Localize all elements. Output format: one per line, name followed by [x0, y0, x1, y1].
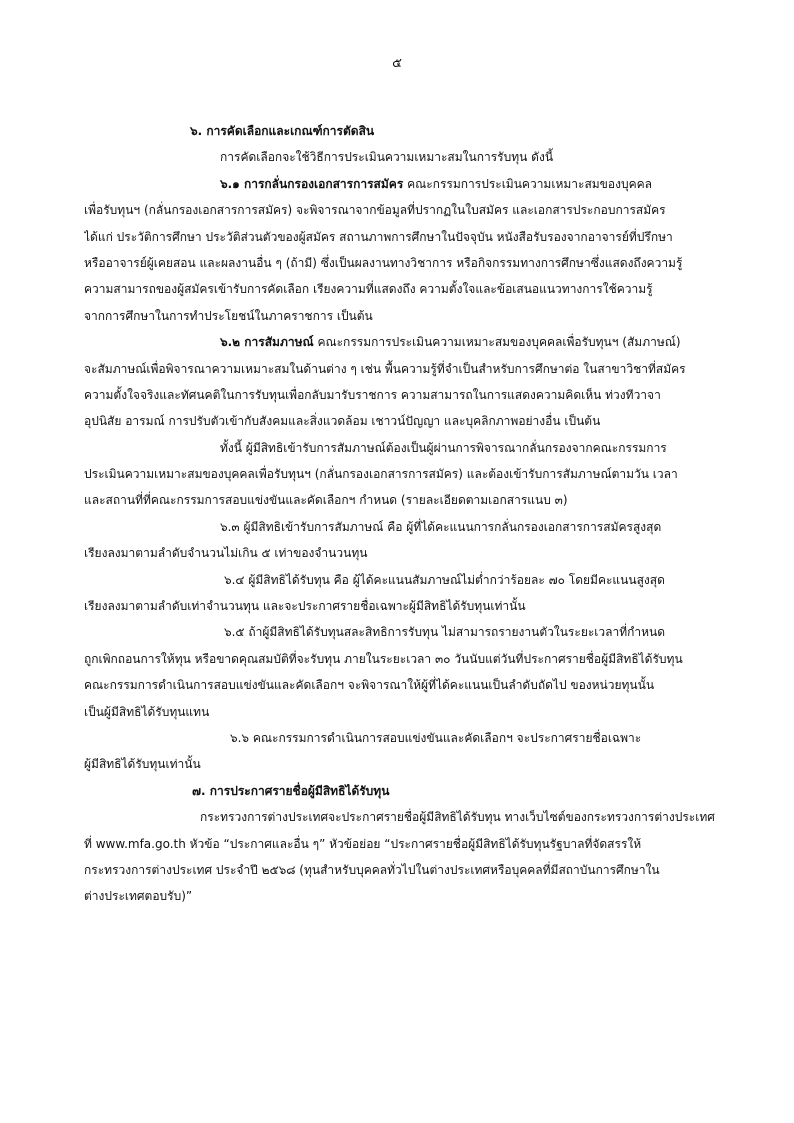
section-6-3-line: เรียงลงมาตามลำดับจำนวนไม่เกิน ๕ เท่าของจำนวนทุน	[84, 546, 368, 561]
section-7-line: กระทรวงการต่างประเทศจะประกาศรายชื่อผู้มีสิทธิได้รับทุน ทางเว็บไซต์ของกระทรวงการต่างประเทศ	[200, 810, 715, 825]
section-6-4-line: เรียงลงมาตามลำดับเท่าจำนวนทุน และจะประกาศรายชื่อเฉพาะผู้มีสิทธิได้รับทุนเท่านั้น	[84, 599, 526, 614]
section-6-2-note-line: ทั้งนี้ ผู้มีสิทธิเข้ารับการสัมภาษณ์ต้องเป็นผู้ผ่านการพิจารณากลั่นกรองจากคณะกรรมการ	[220, 440, 667, 455]
section-7-line: กระทรวงการต่างประเทศ ประจำปี ๒๕๖๘ (ทุนสำหรับบุคคลทั่วไปในต่างประเทศหรือบุคคลที่มีสถาบันการศึกษาใน	[84, 862, 660, 877]
section-6-1-line: หรืออาจารย์ผู้เคยสอน และผลงานอื่น ๆ (ถ้ามี) ซึ่งเป็นผลงานทางวิชาการ หรือกิจกรรมทางการศึกษาซึ่งแสดงถึงความรู้	[84, 255, 683, 270]
section-6-5-line: เป็นผู้มีสิทธิได้รับทุนแทน	[84, 704, 210, 719]
section-6-1-line: จากการศึกษาในการทำประโยชน์ในภาคราชการ เป็นต้น	[84, 308, 373, 323]
section-6-1-first-line	[84, 171, 756, 197]
section-6-3-line: ๖.๓ ผู้มีสิทธิเข้ารับการสัมภาษณ์ คือ ผู้ที่ได้คะแนนการกลั่นกรองเอกสารการสมัครสูงสุด	[220, 519, 662, 534]
section-6-2-note-line: และสถานที่ที่คณะกรรมการสอบแข่งขันและคัดเลือกฯ กำหนด (รายละเอียดตามเอกสารแนบ ๓)	[84, 493, 568, 508]
section-6-4-line: ๖.๔ ผู้มีสิทธิได้รับทุน คือ ผู้ได้คะแนนสัมภาษณ์ไม่ต่ำกว่าร้อยละ ๗๐ โดยมีคะแนนสูงสุด	[224, 572, 665, 587]
section-6-1-text: คณะกรรมการประเมินความเหมาะสมของบุคคล	[403, 176, 652, 191]
section-6-2-label: ๖.๒ การสัมภาษณ์	[220, 335, 314, 350]
section-7-line: ที่ www.mfa.go.th หัวข้อ “ประกาศและอื่น ๆ” หัวข้อย่อย “ประกาศรายชื่อผู้มีสิทธิได้รับทุนรัฐบาลที่จัดสรรให้	[84, 836, 642, 851]
section-6-5-line: ๖.๕ ถ้าผู้มีสิทธิได้รับทุนสละสิทธิการรับทุน ไม่สามารถรายงานตัวในระยะเวลาที่กำหนด	[224, 625, 666, 640]
section-6-2-text: คณะกรรมการประเมินความเหมาะสมของบุคคลเพื่อรับทุนฯ (สัมภาษณ์)	[313, 335, 681, 350]
section-7-heading: ๗. การประกาศรายชื่อผู้มีสิทธิได้รับทุน	[192, 783, 390, 798]
section-6-1-line: ได้แก่ ประวัติการศึกษา ประวัติส่วนตัวของผู้สมัคร สถานภาพการศึกษาในปัจจุบัน หนังสือรับรองจากอาจารย์ที่ปรึกษา	[84, 229, 673, 244]
section-6-heading: ๖. การคัดเลือกและเกณฑ์การตัดสิน	[190, 124, 375, 138]
section-6-1-line: ความสามารถของผู้สมัครเข้ารับการคัดเลือก เรียงความที่แสดงถึง ความตั้งใจและข้อเสนอแนวทางการใช้ความรู้	[84, 282, 653, 297]
page-number: ๕	[392, 56, 402, 71]
section-6-6-line: ผู้มีสิทธิได้รับทุนเท่านั้น	[84, 757, 201, 772]
section-6-5-line: ถูกเพิกถอนการให้ทุน หรือขาดคุณสมบัติที่จะรับทุน ภายในระยะเวลา ๓๐ วันนับแต่วันที่ประกาศรายชื่อผู้มีสิทธิได้รับทุน	[84, 651, 683, 666]
section-7-line: ต่างประเทศตอบรับ)”	[84, 889, 193, 904]
section-6-2-note-line: ประเมินความเหมาะสมของบุคคลเพื่อรับทุนฯ (กลั่นกรองเอกสารการสมัคร) และต้องเข้ารับการสัมภาษณ์ตามวัน เวลา	[84, 467, 678, 482]
section-6-2-line: อุปนิสัย อารมณ์ การปรับตัวเข้ากับสังคมและสิ่งแวดล้อม เชาวน์ปัญญา และบุคลิกภาพอย่างอื่น เป็นต้น	[84, 414, 601, 429]
document-body	[84, 118, 756, 910]
section-6-2-first-line	[84, 329, 756, 355]
section-6-6-line: ๖.๖ คณะกรรมการดำเนินการสอบแข่งขันและคัดเลือกฯ จะประกาศรายชื่อเฉพาะ	[230, 730, 642, 745]
section-6-2-line: จะสัมภาษณ์เพื่อพิจารณาความเหมาะสมในด้านต่าง ๆ เช่น พื้นความรู้ที่จำเป็นสำหรับการศึกษาต่อ ในสาขาวิชาที่สมัคร	[84, 361, 686, 376]
section-6-2-line: ความตั้งใจจริงและทัศนคติในการรับทุนเพื่อกลับมารับราชการ ความสามารถในการแสดงความคิดเห็น ท่วงทีวาจา	[84, 387, 661, 402]
section-6-1-label: ๖.๑ การกลั่นกรองเอกสารการสมัคร	[220, 176, 404, 191]
section-6-1-line: เพื่อรับทุนฯ (กลั่นกรองเอกสารการสมัคร) จะพิจารณาจากข้อมูลที่ปรากฏในใบสมัคร และเอกสารประกอบการสมัคร	[84, 203, 666, 218]
section-6-5-line: คณะกรรมการดำเนินการสอบแข่งขันและคัดเลือกฯ จะพิจารณาให้ผู้ที่ได้คะแนนเป็นลำดับถัดไป ของหน่วยทุนนั้น	[84, 678, 655, 693]
section-6-intro: การคัดเลือกจะใช้วิธีการประเมินความเหมาะสมในการรับทุน ดังนี้	[220, 150, 554, 165]
